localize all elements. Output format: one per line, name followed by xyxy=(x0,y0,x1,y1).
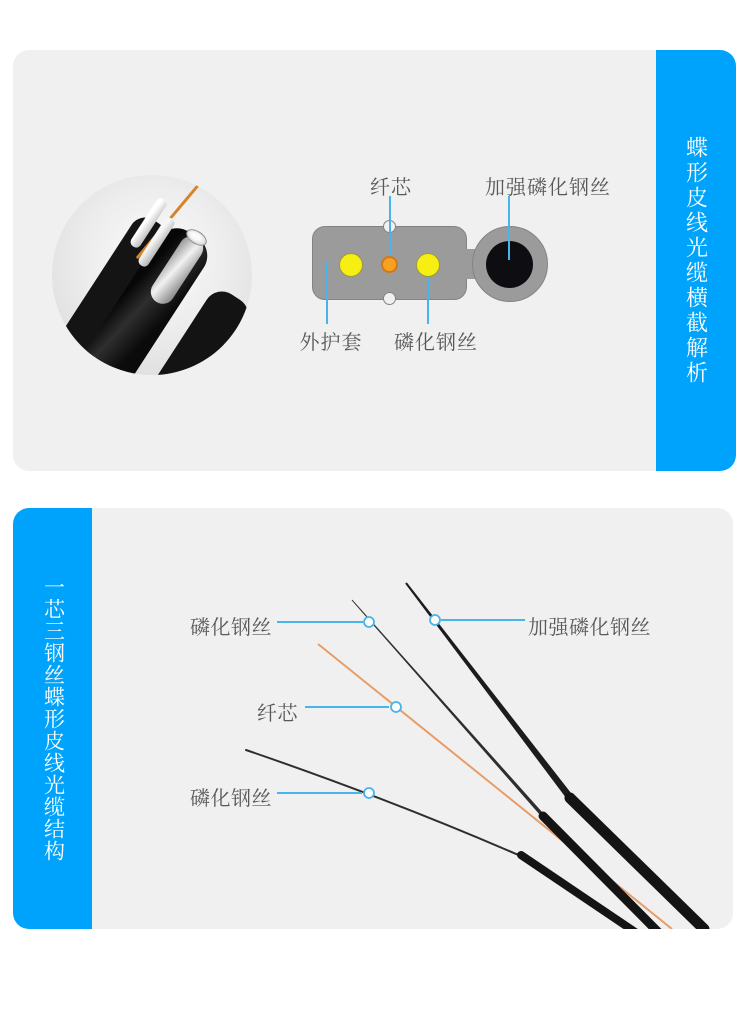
phosphated-wire-bottom-line xyxy=(246,750,523,857)
leader-line-reinforced-wire xyxy=(508,196,510,260)
bottom-banner xyxy=(13,508,92,929)
marker-phosphated-wire-top xyxy=(364,617,374,627)
label-fiber-core: 纤芯 xyxy=(370,177,412,199)
marker-phosphated-wire-bottom xyxy=(364,788,374,798)
phosphated-wire-top-line xyxy=(352,600,547,820)
cross-section-notch-bottom xyxy=(383,292,396,305)
cross-section-steel-wire-left xyxy=(339,253,363,277)
cross-section-fiber-core xyxy=(381,256,398,273)
bottom-panel xyxy=(92,508,733,929)
cable-photo xyxy=(52,175,252,375)
bottom-banner-text: 一芯三钢丝蝶形皮线光缆结构 xyxy=(41,575,65,862)
label-outer-sheath: 外护套 xyxy=(299,332,363,354)
label-phosphated-wire: 磷化钢丝 xyxy=(394,332,478,354)
top-banner xyxy=(656,50,736,471)
label-phosphated-wire-top: 磷化钢丝 xyxy=(190,617,272,639)
top-banner-text: 蝶形皮线光缆横截解析 xyxy=(683,135,709,386)
leader-line-fiber-core xyxy=(389,196,391,255)
label-reinforced-wire: 加强磷化钢丝 xyxy=(485,177,611,199)
marker-reinforced-wire xyxy=(430,615,440,625)
marker-fiber-core xyxy=(391,702,401,712)
label-reinforced-wire: 加强磷化钢丝 xyxy=(528,617,651,639)
leader-line-outer-sheath xyxy=(326,262,328,324)
label-fiber-core: 纤芯 xyxy=(257,703,298,725)
cross-section-steel-wire-right xyxy=(416,253,440,277)
label-phosphated-wire-bottom: 磷化钢丝 xyxy=(190,788,272,810)
